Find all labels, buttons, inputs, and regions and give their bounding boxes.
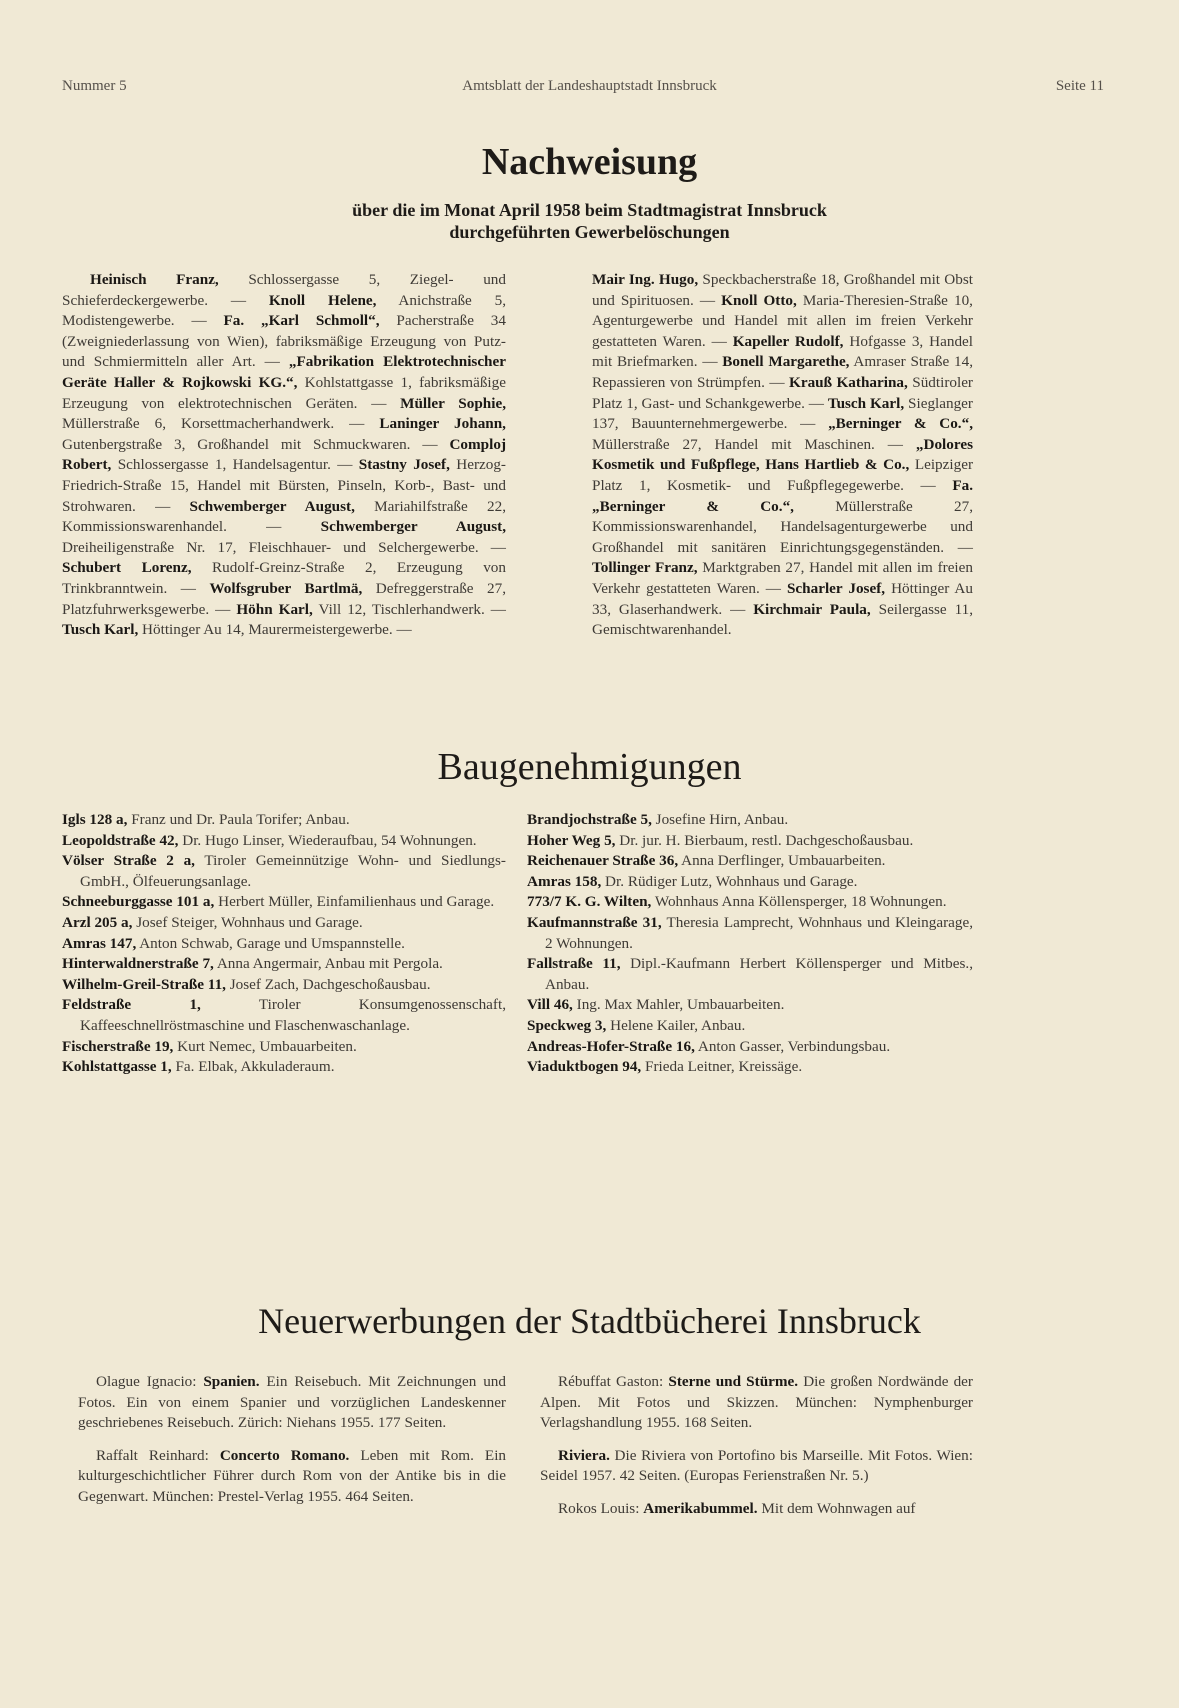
entry-text: Gutenbergstraße 3, Großhandel mit Schmuckwaren. — bbox=[62, 435, 450, 453]
entry-name: Müller Sophie, bbox=[400, 394, 506, 412]
book-author: Raffalt Reinhard: bbox=[96, 1446, 220, 1464]
section-title-baugenehmigungen: Baugenehmigungen bbox=[437, 746, 742, 788]
entry-name: Höhn Karl, bbox=[236, 600, 313, 618]
entry-name: Schubert Lorenz, bbox=[62, 559, 192, 577]
entry-name: Knoll Otto, bbox=[721, 291, 797, 309]
entry-text: Vill 12, Tischlerhandwerk. — bbox=[312, 600, 506, 618]
permit-entry bbox=[62, 1057, 506, 1078]
entry-name: „Dolores Kosmetik und Fußpflege, Hans Hartlieb & Co., bbox=[592, 435, 973, 474]
book-details: Mit dem Wohnwagen auf bbox=[757, 1499, 916, 1517]
permit-location: Vill 46, bbox=[527, 996, 573, 1014]
section-title-neuerwerbungen: Neuerwerbungen der Stadtbücherei Innsbruck bbox=[258, 1301, 921, 1341]
permit-entry bbox=[527, 872, 973, 893]
entry-text: Amraser Straße 14, Repassieren von Strümpfen. — bbox=[592, 353, 973, 391]
permit-details: Josef Zach, Dachgeschoßausbau. bbox=[225, 975, 431, 993]
section-subtitle-2: durchgeführten Gewerbelöschungen bbox=[449, 222, 730, 242]
entry-text: Mariahilfstraße 22, Kommissionswarenhandel. — bbox=[62, 497, 507, 536]
permit-details: Dr. Rüdiger Lutz, Wohnhaus und Garage. bbox=[601, 872, 858, 890]
permit-details: Fa. Elbak, Akkuladeraum. bbox=[171, 1058, 335, 1076]
books-right-column bbox=[540, 1372, 973, 1532]
book-entry bbox=[540, 1372, 973, 1434]
entry-name: Stastny Josef, bbox=[358, 456, 450, 474]
permit-location: 773/7 K. G. Wilten, bbox=[527, 893, 652, 911]
entry-name: „Fabrikation Elektrotechnischer Geräte Haller & Rojkowski KG.“, bbox=[62, 353, 506, 391]
permit-details: Tiroler Gemeinnützige Wohn- und Siedlungs-GmbH., Ölfeuerungsanlage. bbox=[80, 852, 506, 890]
entry-text: Südtiroler Platz 1, Gast- und Schankgewerbe. — bbox=[592, 373, 973, 412]
entry-text: Müllerstraße 27, Kommissionswarenhandel, Handelsagenturgewerbe und Großhandel mit sanitären Einrichtungsgegenständen. — bbox=[592, 497, 973, 556]
book-title: Spanien. bbox=[203, 1373, 260, 1390]
permit-entry bbox=[62, 934, 506, 955]
permit-details: Anton Schwab, Garage und Umspannstelle. bbox=[136, 934, 405, 952]
permit-entry bbox=[62, 913, 506, 934]
permit-entry bbox=[62, 892, 506, 913]
entry-name: Bonell Margarethe, bbox=[722, 353, 850, 371]
permit-details: Anna Angermair, Anbau mit Pergola. bbox=[213, 955, 443, 973]
permit-entry bbox=[527, 1016, 973, 1037]
entry-text: Rudolf-Greinz-Straße 2, Erzeugung von Trinkbranntwein. — bbox=[62, 559, 506, 597]
book-entry bbox=[540, 1499, 973, 1520]
page-number: Seite 11 bbox=[1055, 78, 1104, 94]
entry-name: Comploj Robert, bbox=[62, 435, 506, 474]
permit-details: Theresia Lamprecht, Wohnhaus und Kleingarage, 2 Wohnungen. bbox=[545, 913, 973, 952]
book-author: Olague Ignacio: bbox=[96, 1373, 204, 1390]
permit-entry bbox=[527, 1057, 973, 1078]
entry-name: Mair Ing. Hugo, bbox=[592, 271, 699, 288]
entry-name: Scharler Josef, bbox=[786, 579, 886, 597]
permit-location: Leopoldstraße 42, bbox=[62, 831, 179, 849]
permit-details: Dr. Hugo Linser, Wiederaufbau, 54 Wohnungen. bbox=[178, 831, 477, 849]
permit-details: Herbert Müller, Einfamilienhaus und Garage. bbox=[214, 893, 495, 911]
entry-name: Knoll Helene, bbox=[268, 291, 377, 309]
entry-text: Maria-Theresien-Straße 10, Agenturgewerbe und Handel mit allen im freien Verkehr gestatteten Waren. — bbox=[592, 291, 973, 350]
permit-entry bbox=[527, 995, 973, 1016]
permit-entry bbox=[62, 995, 506, 1036]
permit-entry bbox=[527, 1037, 973, 1058]
entry-name: „Berninger & Co.“, bbox=[828, 415, 973, 433]
permit-details: Josef Steiger, Wohnhaus und Garage. bbox=[132, 913, 363, 931]
entry-text: Höttinger Au 33, Glaserhandwerk. — bbox=[592, 579, 973, 618]
permit-location: Fischerstraße 19, bbox=[62, 1037, 174, 1055]
entry-text: Kohlstattgasse 1, fabriksmäßige Erzeugung von elektrotechnischen Geräten. — bbox=[62, 373, 506, 412]
book-details: Die Riviera von Portofino bis Marseille. Mit Fotos. Wien: Seidel 1957. 42 Seiten. (Europas Ferienstraßen Nr. 5.) bbox=[540, 1446, 973, 1485]
permit-entry bbox=[527, 913, 973, 954]
book-entry bbox=[540, 1446, 973, 1487]
entry-text: Marktgraben 27, Handel mit allen im freien Verkehr gestatteten Waren. — bbox=[592, 559, 973, 597]
entry-text: Dreiheiligenstraße Nr. 17, Fleischhauer- und Selchergewerbe. — bbox=[62, 538, 506, 556]
permit-location: Hoher Weg 5, bbox=[527, 831, 616, 849]
permit-entry bbox=[62, 851, 506, 892]
book-details: Leben mit Rom. Ein kulturgeschichtlicher Führer durch Rom von der Antike bis in die Gegenwart. München: Prestel-Verlag 1955. 464 Seiten. bbox=[78, 1446, 507, 1505]
permit-location: Igls 128 a, bbox=[62, 811, 128, 828]
permit-details: Wohnhaus Anna Köllensperger, 18 Wohnungen. bbox=[651, 893, 947, 911]
permit-details: Tiroler Konsumgenossenschaft, Kaffeeschnellröstmaschine und Flaschenwaschanlage. bbox=[80, 996, 506, 1034]
entry-text: Seilergasse 11, Gemischtwarenhandel. bbox=[592, 600, 973, 639]
permit-entry bbox=[527, 810, 973, 831]
bau-right-column bbox=[527, 810, 973, 1078]
entry-name: Laninger Johann, bbox=[379, 415, 506, 433]
entry-name: Kapeller Rudolf, bbox=[732, 332, 844, 350]
permit-details: Anton Gasser, Verbindungsbau. bbox=[694, 1037, 891, 1055]
permit-details: Josefine Hirn, Anbau. bbox=[651, 811, 789, 828]
book-entry bbox=[78, 1372, 506, 1434]
permit-location: Speckweg 3, bbox=[527, 1016, 607, 1034]
permit-location: Arzl 205 a, bbox=[62, 913, 133, 931]
permit-location: Hinterwaldnerstraße 7, bbox=[62, 955, 214, 973]
entry-text: Sieglanger 137, Bauunternehmergewerbe. — bbox=[592, 394, 973, 433]
entry-text: Müllerstraße 27, Handel mit Maschinen. — bbox=[592, 435, 916, 453]
permit-entry bbox=[62, 954, 506, 975]
entry-name: Fa. „Karl Schmoll“, bbox=[223, 312, 380, 330]
bau-left-column bbox=[62, 810, 506, 1078]
entry-name: Krauß Katharina, bbox=[789, 373, 908, 391]
entry-text: Schlossergasse 5, Ziegel- und Schieferdeckergewerbe. — bbox=[62, 271, 506, 309]
entry-text: Defreggerstraße 27, Platzfuhrwerksgewerbe. — bbox=[62, 579, 506, 618]
permit-entry bbox=[527, 851, 973, 872]
book-author: Rokos Louis: bbox=[558, 1499, 644, 1517]
permit-location: Amras 158, bbox=[527, 872, 602, 890]
entry-text: Pacherstraße 34 (Zweigniederlassung von Wien), fabriksmäßige Erzeugung von Putz- und Schmiermitteln aller Art. — bbox=[62, 312, 506, 371]
permit-details: Dipl.-Kaufmann Herbert Köllensperger und Mitbes., Anbau. bbox=[545, 955, 973, 993]
permit-entry bbox=[62, 975, 506, 996]
book-title: Amerikabummel. bbox=[643, 1499, 758, 1517]
entry-name: Heinisch Franz, bbox=[90, 271, 219, 288]
entry-name: Kirchmair Paula, bbox=[753, 600, 871, 618]
entry-name: Fa. „Berninger & Co.“, bbox=[592, 476, 973, 515]
entry-text: Höttinger Au 14, Maurermeistergewerbe. — bbox=[138, 621, 412, 639]
section-subtitle-1: über die im Monat April 1958 beim Stadtmagistrat Innsbruck bbox=[352, 200, 827, 220]
book-entry bbox=[78, 1446, 506, 1508]
permit-details: Franz und Dr. Paula Torifer; Anbau. bbox=[127, 811, 350, 828]
permit-location: Fallstraße 11, bbox=[527, 955, 621, 973]
permit-details: Frieda Leitner, Kreissäge. bbox=[641, 1058, 803, 1076]
books-left-column bbox=[78, 1372, 506, 1520]
permit-entry bbox=[527, 831, 973, 852]
gewerbe-right-column bbox=[592, 270, 973, 641]
permit-location: Amras 147, bbox=[62, 934, 137, 952]
permit-entry bbox=[62, 831, 506, 852]
permit-details: Kurt Nemec, Umbauarbeiten. bbox=[173, 1037, 357, 1055]
entry-text: Herzog-Friedrich-Straße 15, Handel mit Bürsten, Pinseln, Korb-, Bast- und Strohwaren. — bbox=[62, 456, 506, 515]
permit-location: Wilhelm-Greil-Straße 11, bbox=[62, 975, 226, 993]
entry-text: Speckbacherstraße 18, Großhandel mit Obst und Spirituosen. — bbox=[592, 271, 973, 309]
book-details: Ein Reisebuch. Mit Zeichnungen und Fotos. Ein von einem Spanier und vorzüglichen Landeskenner geschriebenes Reisebuch. Zürich: Niehans 1955. 177 Seiten. bbox=[78, 1373, 506, 1432]
publication-title: Amtsblatt der Landeshauptstadt Innsbruck bbox=[462, 78, 717, 94]
book-details: Die großen Nordwände der Alpen. Mit Fotos und Skizzen. München: Nymphenburger Verlagshandlung 1955. 168 Seiten. bbox=[540, 1373, 973, 1432]
permit-location: Brandjochstraße 5, bbox=[527, 811, 652, 828]
gewerbe-left-column bbox=[62, 270, 506, 641]
book-title: Sterne und Stürme. bbox=[668, 1373, 799, 1390]
permit-details: Dr. jur. H. Bierbaum, restl. Dachgeschoßausbau. bbox=[615, 831, 914, 849]
entry-name: Tollinger Franz, bbox=[592, 559, 698, 577]
book-author: Rébuffat Gaston: bbox=[558, 1373, 669, 1390]
entry-name: Wolfsgruber Bartlmä, bbox=[209, 579, 363, 597]
permit-location: Schneeburggasse 101 a, bbox=[62, 893, 215, 911]
permit-details: Helene Kailer, Anbau. bbox=[606, 1016, 746, 1034]
entry-text: Leipziger Platz 1, Kosmetik- und Fußpflegegewerbe. — bbox=[592, 456, 974, 494]
issue-number: Nummer 5 bbox=[62, 78, 127, 94]
permit-details: Ing. Max Mahler, Umbauarbeiten. bbox=[572, 996, 785, 1014]
entry-name: Schwemberger August, bbox=[320, 518, 506, 536]
permit-location: Völser Straße 2 a, bbox=[62, 852, 195, 870]
permit-location: Reichenauer Straße 36, bbox=[527, 852, 679, 870]
permit-entry bbox=[527, 954, 973, 995]
entry-text: Hofgasse 3, Handel mit Briefmarken. — bbox=[592, 332, 974, 371]
permit-entry bbox=[62, 1037, 506, 1058]
entry-name: Schwemberger August, bbox=[189, 497, 355, 515]
book-title: Riviera. bbox=[558, 1446, 610, 1464]
permit-entry bbox=[62, 810, 506, 831]
permit-location: Feldstraße 1, bbox=[62, 996, 201, 1014]
entry-name: Tusch Karl, bbox=[62, 621, 139, 639]
permit-location: Kaufmannstraße 31, bbox=[527, 913, 662, 931]
permit-location: Viaduktbogen 94, bbox=[527, 1058, 642, 1076]
entry-text: Anichstraße 5, Modistengewerbe. — bbox=[62, 291, 507, 330]
section-title-nachweisung: Nachweisung bbox=[481, 141, 698, 183]
permit-location: Andreas-Hofer-Straße 16, bbox=[527, 1037, 695, 1055]
book-title: Concerto Romano. bbox=[219, 1446, 350, 1464]
permit-entry bbox=[527, 892, 973, 913]
permit-location: Kohlstattgasse 1, bbox=[62, 1058, 172, 1076]
entry-text: Müllerstraße 6, Korsettmacherhandwerk. — bbox=[62, 415, 380, 433]
entry-text: Schlossergasse 1, Handelsagentur. — bbox=[111, 456, 359, 474]
entry-name: Tusch Karl, bbox=[827, 394, 905, 412]
permit-details: Anna Derflinger, Umbauarbeiten. bbox=[678, 852, 886, 870]
